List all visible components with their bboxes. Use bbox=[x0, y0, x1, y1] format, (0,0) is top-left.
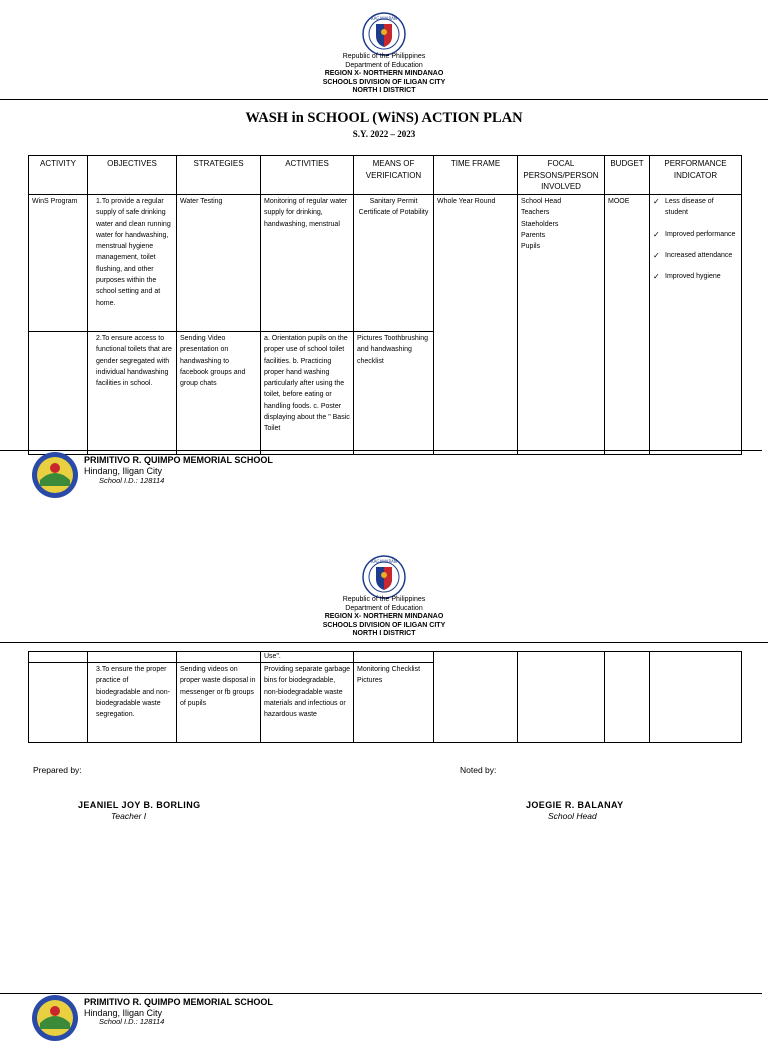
focal-person-item: School Head bbox=[521, 198, 562, 205]
svg-text:KAGAWARAN: KAGAWARAN bbox=[371, 559, 397, 564]
cell-budget: MOOE bbox=[605, 195, 650, 455]
col-header-performance-indicator: PERFORMANCE INDICATOR bbox=[650, 156, 742, 195]
indicator-item: ✓ Improved performance bbox=[653, 229, 736, 239]
cell-objectives: 3.To ensure the proper practice of biodegradable and non-biodegradable waste segregation. bbox=[88, 663, 177, 743]
cell-strategies bbox=[177, 652, 261, 663]
noted-by-position: School Head bbox=[548, 811, 597, 821]
footer-school-id: School I.D.: 128114 bbox=[99, 1017, 165, 1026]
cell-objectives: 2.To ensure access to functional toilets that are gender segregated with individual handwashing facilities in school. bbox=[88, 332, 177, 455]
cell-performance-indicator bbox=[650, 195, 742, 455]
checkmark-icon: ✓ bbox=[653, 197, 660, 206]
table-row bbox=[29, 652, 742, 663]
cell-means: Pictures Toothbrushing and handwashing checklist bbox=[354, 332, 434, 455]
prepared-by-name: JEANIEL JOY B. BORLING bbox=[78, 800, 201, 810]
header-republic: Republic of the Philippines bbox=[342, 53, 426, 60]
svg-text:KAGAWARAN: KAGAWARAN bbox=[371, 16, 397, 21]
cell-means: Monitoring Checklist Pictures bbox=[354, 663, 434, 743]
cell-activity bbox=[29, 652, 88, 663]
cell-activities: a. Orientation pupils on the proper use of school toilet facilities. b. Practicing proper hand washing particularly after using the toilet, before eating or handling foods. c. Poster displaying about the " Basic Toilet bbox=[261, 332, 354, 455]
indicator-item: ✓ Less disease of student bbox=[653, 197, 714, 217]
document-title: WASH in SCHOOL (WiNS) ACTION PLAN bbox=[245, 110, 523, 126]
cell-budget bbox=[605, 652, 650, 743]
cell-activity: WinS Program bbox=[29, 195, 88, 332]
cell-means: Sanitary Permit Certificate of Potability bbox=[354, 195, 434, 332]
footer-address: Hindang, Iligan City bbox=[84, 466, 163, 476]
cell-performance-indicator bbox=[650, 652, 742, 743]
cell-time-frame bbox=[434, 652, 518, 743]
header-region: REGION X- NORTHERN MINDANAO bbox=[324, 70, 444, 77]
noted-by-label: Noted by: bbox=[460, 765, 497, 775]
focal-person-item: Parents bbox=[521, 231, 546, 239]
indicator-item: ✓ Improved hygiene bbox=[653, 272, 721, 282]
checkmark-icon: ✓ bbox=[653, 272, 660, 282]
header-division: SCHOOLS DIVISION OF ILIGAN CITY bbox=[322, 621, 446, 629]
cell-objectives bbox=[88, 652, 177, 663]
deped-seal bbox=[362, 12, 406, 56]
cell-objectives: 1.To provide a regular supply of safe drinking water and clean running water for handwashing, menstrual hygiene management, toilet flushing, and other purposes within the school setting and at home. bbox=[88, 195, 177, 332]
footer-school-name: PRIMITIVO R. QUIMPO MEMORIAL SCHOOL bbox=[84, 455, 273, 465]
col-header-strategies: STRATEGIES bbox=[177, 156, 261, 195]
header-department: Department of Education bbox=[345, 604, 423, 612]
cell-activity bbox=[29, 663, 88, 743]
footer-school-name: PRIMITIVO R. QUIMPO MEMORIAL SCHOOL bbox=[84, 997, 273, 1007]
col-header-means: MEANS OF VERIFICATION bbox=[354, 156, 434, 195]
header-region: REGION X- NORTHERN MINDANAO bbox=[324, 613, 444, 620]
cell-strategies: Sending videos on proper waste disposal in messenger or fb groups of pupils bbox=[177, 663, 261, 743]
cell-strategies: Water Testing bbox=[177, 195, 261, 332]
cell-activity bbox=[29, 332, 88, 455]
header-district: NORTH I DISTRICT bbox=[352, 87, 416, 94]
header-divider bbox=[0, 642, 768, 643]
header-divider bbox=[0, 99, 768, 100]
school-year: S.Y. 2022 – 2023 bbox=[352, 129, 416, 139]
deped-seal bbox=[362, 555, 406, 599]
col-header-time-frame: TIME FRAME bbox=[434, 156, 518, 195]
footer-school-id: School I.D.: 128114 bbox=[99, 476, 165, 485]
header-department: Department of Education bbox=[345, 61, 423, 69]
prepared-by-position: Teacher I bbox=[111, 811, 147, 821]
prepared-by-label: Prepared by: bbox=[33, 765, 82, 775]
cell-activities: Providing separate garbage bins for biodegradable, non-biodegradable waste materials and infectious or hazardous waste bbox=[261, 663, 354, 743]
col-header-objectives: OBJECTIVES bbox=[88, 156, 177, 195]
cell-strategies: Sending Video presentation on handwashing to facebook groups and group chats bbox=[177, 332, 261, 455]
cell-activities: Use". bbox=[261, 652, 354, 663]
focal-person-item: Staeholders bbox=[521, 220, 559, 228]
header-district: NORTH I DISTRICT bbox=[352, 630, 416, 637]
footer-divider bbox=[0, 450, 762, 451]
indicator-item: ✓ Increased attendance bbox=[653, 250, 733, 260]
col-header-activities: ACTIVITIES bbox=[261, 156, 354, 195]
col-header-focal-persons: FOCAL PERSONS/PERSON INVOLVED bbox=[518, 156, 605, 195]
table-header-row bbox=[29, 156, 742, 195]
checkmark-icon: ✓ bbox=[653, 229, 660, 239]
table-row bbox=[29, 195, 742, 332]
col-header-budget: BUDGET bbox=[605, 156, 650, 195]
action-plan-table bbox=[28, 155, 742, 455]
cell-time-frame: Whole Year Round bbox=[434, 195, 518, 455]
focal-person-item: Pupils bbox=[521, 243, 541, 251]
header-division: SCHOOLS DIVISION OF ILIGAN CITY bbox=[322, 78, 446, 86]
header-republic: Republic of the Philippines bbox=[342, 596, 426, 603]
cell-means bbox=[354, 652, 434, 663]
checkmark-icon: ✓ bbox=[653, 250, 660, 260]
footer-address: Hindang, Iligan City bbox=[84, 1008, 163, 1018]
school-logo bbox=[30, 993, 80, 1043]
school-logo bbox=[30, 450, 80, 500]
action-plan-table-continued bbox=[28, 651, 742, 743]
noted-by-name: JOEGIE R. BALANAY bbox=[526, 800, 624, 810]
footer-divider bbox=[0, 993, 762, 994]
focal-person-item: Teachers bbox=[521, 209, 550, 217]
col-header-activity: ACTIVITY bbox=[29, 156, 88, 195]
cell-focal-persons bbox=[518, 652, 605, 743]
cell-focal-persons bbox=[518, 195, 605, 455]
cell-activities: Monitoring of regular water supply for drinking, handwashing, menstrual bbox=[261, 195, 354, 332]
